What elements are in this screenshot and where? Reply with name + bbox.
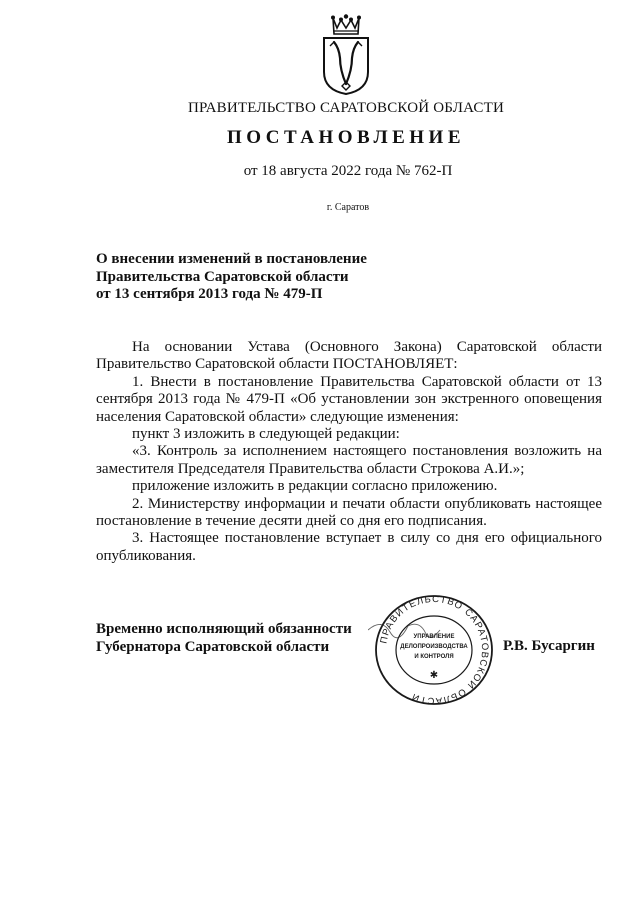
document-city: г. Саратов — [326, 202, 370, 213]
stamp-inner-line: УПРАВЛЕНИЕ — [413, 634, 455, 640]
signer-name: Р.В. Бусаргин — [503, 638, 595, 654]
body-paragraph: На основании Устава (Основного Закона) Саратовской области Правительство Саратовской области ПОСТАНОВЛЯЕТ: — [96, 339, 602, 373]
document-body — [96, 339, 602, 565]
document-date-number: от 18 августа 2022 года № 762-П — [243, 163, 453, 179]
body-paragraph: приложение изложить в редакции согласно приложению. — [132, 478, 498, 495]
subject-line: от 13 сентября 2013 года № 479-П — [96, 286, 323, 302]
body-paragraph: «3. Контроль за исполнением настоящего постановления возложить на заместителя Председателя Правительства области Строкова А.И.»; — [96, 443, 602, 477]
body-paragraph: 2. Министерству информации и печати области опубликовать настоящее постановление в течение десяти дней со дня его подписания. — [96, 495, 602, 530]
position-line: Губернатора Саратовской области — [96, 638, 330, 655]
stamp-inner-line: И КОНТРОЛЯ — [414, 654, 454, 660]
position-line: Временно исполняющий обязанности — [96, 621, 352, 637]
signatory-position — [96, 621, 366, 656]
official-stamp — [368, 590, 500, 710]
subject-line: Правительства Саратовской области — [96, 268, 349, 285]
body-paragraph: 3. Настоящее постановление вступает в силу со дня его официального опубликования. — [96, 530, 602, 564]
coat-of-arms-icon — [318, 14, 374, 96]
body-paragraph: 1. Внести в постановление Правительства Саратовской области от 13 сентября 2013 года № 479-П «Об установлении зон экстренного оповещения населения Саратовской области» следующие изменения: — [96, 373, 602, 425]
government-name: ПРАВИТЕЛЬСТВО САРАТОВСКОЙ ОБЛАСТИ — [187, 100, 505, 116]
document-subject — [96, 251, 426, 304]
subject-line: О внесении изменений в постановление — [96, 251, 367, 267]
body-paragraph: пункт 3 изложить в следующей редакции: — [132, 426, 400, 443]
stamp-inner-line: ДЕЛОПРОИЗВОДСТВА — [400, 644, 468, 650]
star-icon: ✱ — [429, 670, 439, 681]
stamp-outer-text: ПРАВИТЕЛЬСТВО САРАТОВСКОЙ ОБЛАСТИ — [378, 593, 491, 707]
document-type: ПОСТАНОВЛЕНИЕ — [226, 127, 466, 148]
